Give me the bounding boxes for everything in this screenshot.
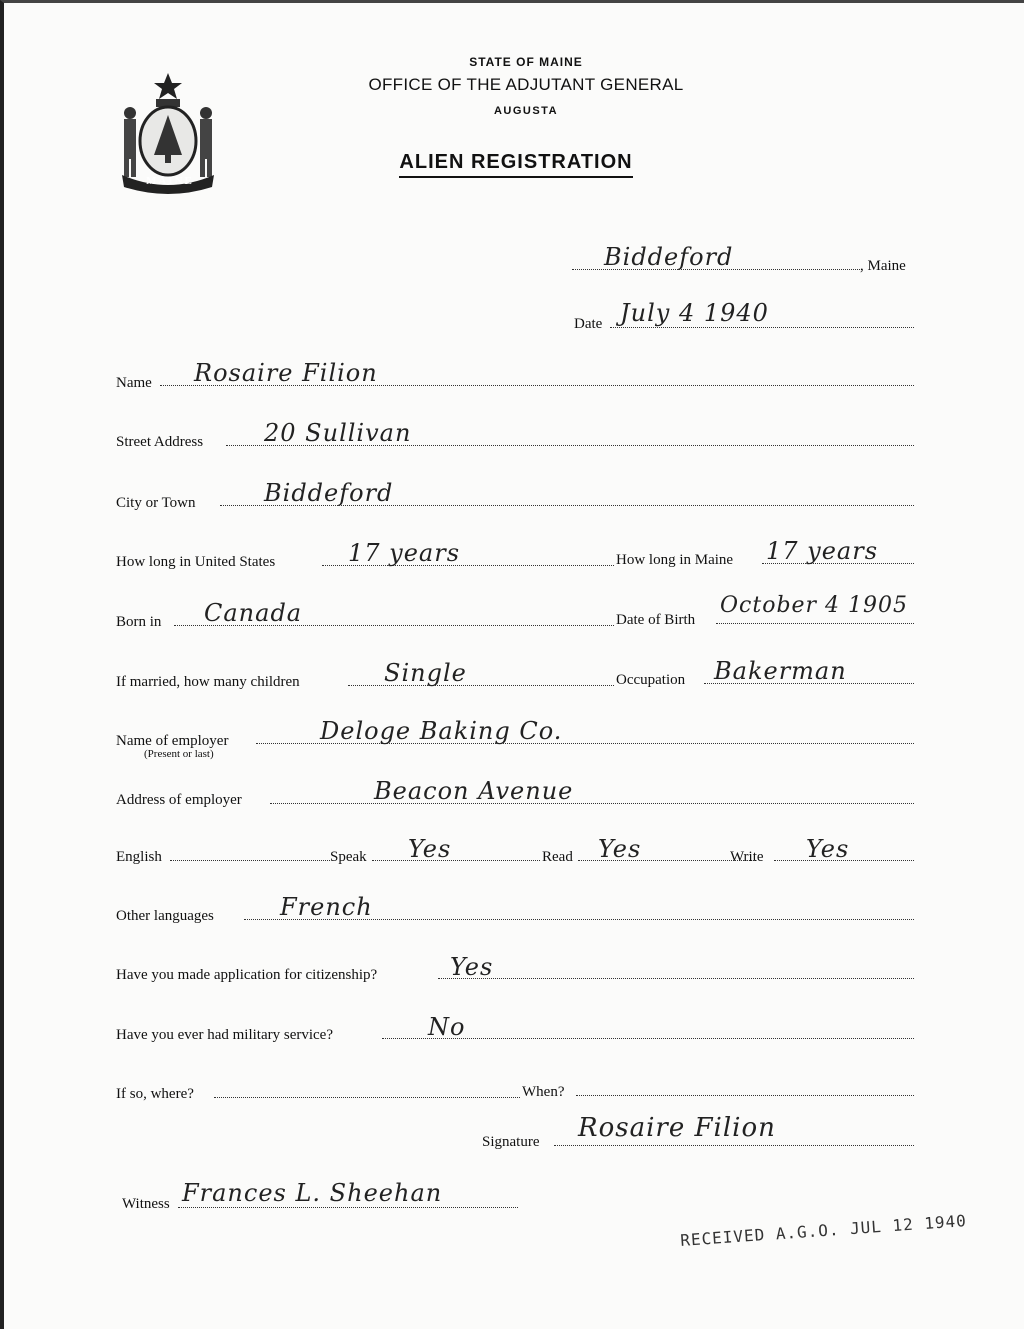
header-office: OFFICE OF THE ADJUTANT GENERAL bbox=[368, 75, 684, 94]
other-lang-label: Other languages bbox=[116, 908, 214, 924]
name-label: Name bbox=[116, 375, 152, 391]
city-label: City or Town bbox=[116, 495, 196, 511]
speak-label: Speak bbox=[330, 849, 367, 865]
citizenship-label: Have you made application for citizenship? bbox=[116, 967, 378, 983]
maine-long-value: 17 years bbox=[766, 537, 879, 565]
date-value: July 4 1940 bbox=[620, 299, 769, 327]
form-title bbox=[4, 151, 1024, 174]
street-value: 20 Sullivan bbox=[264, 419, 412, 447]
witness-value: Frances L. Sheehan bbox=[182, 1179, 443, 1207]
town-value: Biddeford bbox=[604, 243, 734, 271]
city-value: Biddeford bbox=[264, 479, 394, 507]
form-title-text: ALIEN REGISTRATION bbox=[399, 151, 632, 178]
street-label: Street Address bbox=[116, 434, 204, 450]
when-label: When? bbox=[522, 1084, 565, 1100]
children-label: If married, how many children bbox=[116, 674, 300, 690]
seal-banner-text: MAINE bbox=[146, 175, 194, 187]
where-label: If so, where? bbox=[116, 1086, 194, 1102]
header-state: STATE OF MAINE bbox=[469, 55, 583, 69]
citizenship-value: Yes bbox=[450, 953, 494, 981]
employer-note: (Present or last) bbox=[144, 748, 214, 760]
other-lang-value: French bbox=[280, 893, 373, 921]
maine-long-label: How long in Maine bbox=[616, 552, 734, 568]
dob-value: October 4 1905 bbox=[720, 593, 909, 618]
dob-label: Date of Birth bbox=[616, 612, 696, 628]
maine-label: , Maine bbox=[860, 258, 906, 274]
employer-address-label: Address of employer bbox=[116, 792, 242, 808]
signature-label: Signature bbox=[482, 1134, 540, 1150]
us-value: 17 years bbox=[348, 539, 461, 567]
occupation-value: Bakerman bbox=[714, 657, 847, 685]
occupation-label: Occupation bbox=[616, 672, 686, 688]
name-value: Rosaire Filion bbox=[194, 359, 378, 387]
children-value: Single bbox=[384, 659, 467, 687]
military-value: No bbox=[428, 1013, 466, 1041]
born-label: Born in bbox=[116, 614, 162, 630]
write-value: Yes bbox=[806, 835, 850, 863]
write-label: Write bbox=[730, 849, 764, 865]
us-label: How long in United States bbox=[116, 554, 276, 570]
employer-address-value: Beacon Avenue bbox=[374, 777, 574, 805]
english-label: English bbox=[116, 849, 162, 865]
speak-value: Yes bbox=[408, 835, 452, 863]
born-value: Canada bbox=[204, 599, 303, 627]
military-label: Have you ever had military service? bbox=[116, 1027, 333, 1043]
date-label: Date bbox=[574, 316, 603, 332]
witness-label: Witness bbox=[122, 1196, 170, 1212]
received-stamp: RECEIVED A.G.O. JUL 12 1940 bbox=[679, 1211, 968, 1250]
header-city: AUGUSTA bbox=[493, 105, 559, 117]
signature-value: Rosaire Filion bbox=[578, 1113, 776, 1143]
read-value: Yes bbox=[598, 835, 642, 863]
employer-label: Name of employer bbox=[116, 733, 229, 749]
employer-value: Deloge Baking Co. bbox=[320, 717, 563, 745]
read-label: Read bbox=[542, 849, 573, 865]
